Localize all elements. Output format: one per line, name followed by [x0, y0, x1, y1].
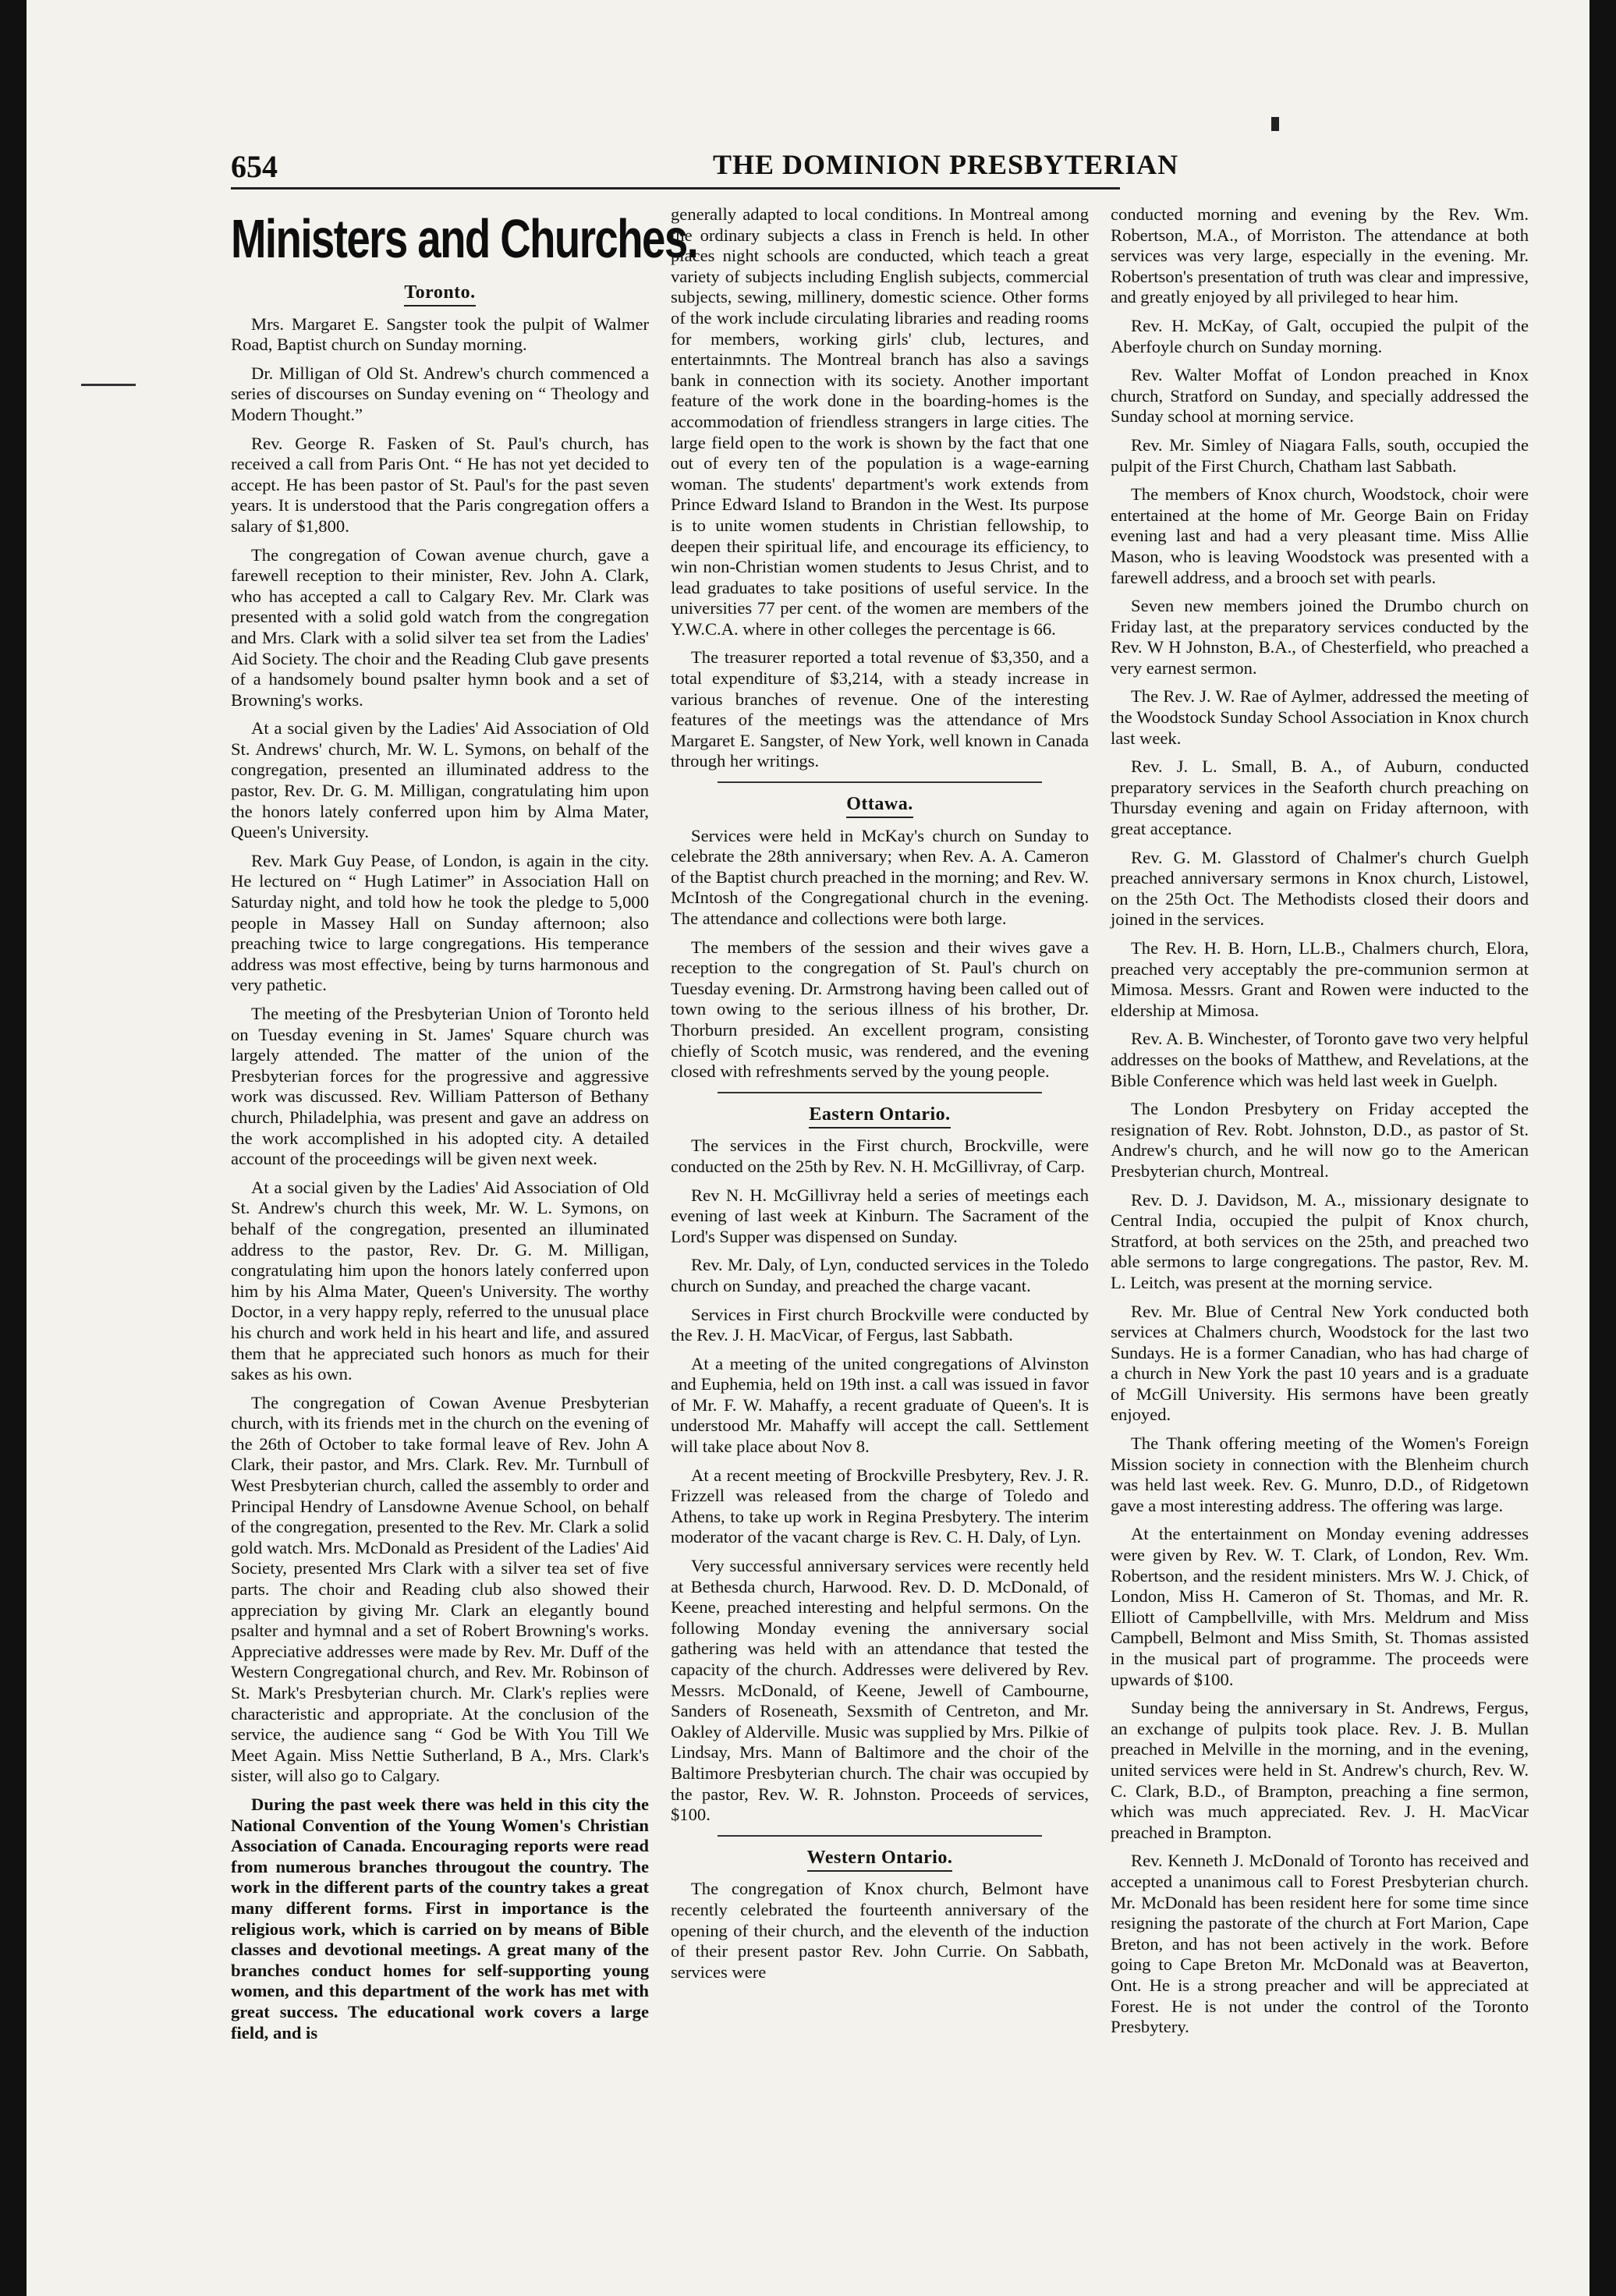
- column-3: [1111, 204, 1529, 2046]
- article-paragraph: Rev. Kenneth J. McDonald of Toronto has received and accepted a unanimous call to Forest Presbyterian church. Mr. McDonald has been resident here for some time since resigning the pastorate of the church at Fort Marion, Cape Breton, and has not been actively in the work. Before going to Cape Breton Mr. McDonald was at Beaverton, Ont. He is a strong preacher and will be appreciated at Forest. He is not under the control of the Toronto Presbytery.: [1111, 1851, 1529, 2037]
- article-paragraph: conducted morning and evening by the Rev. Wm. Robertson, M.A., of Morriston. The attendance at both services was very large, especially in the evening. Mr. Robertson's presentation of truth was clear and impressive, and greatly enjoyed by all privileged to hear him.: [1111, 204, 1529, 307]
- article-paragraph: The London Presbytery on Friday accepted the resignation of Rev. Robt. Johnston, D.D., as pastor of St. Andrew's church, and he will now go to the American Presbyterian church, Montreal.: [1111, 1099, 1529, 1181]
- article-paragraph: Rev. J. L. Small, B. A., of Auburn, conducted preparatory services in the Seaforth church preaching on Thursday evening and again on Friday afternoon, with great acceptance.: [1111, 756, 1529, 839]
- article-paragraph: generally adapted to local conditions. In Montreal among the ordinary subjects a class in French is held. In other places night schools are conducted, which teach a great variety of subjects including English subjects, commercial subjects, sewing, millinery, domestic science. Other forms of the work include circulating libraries and reading rooms for members, working girls' club, lectures, and entertainmnts. The Montreal branch has also a savings bank in connection with its society. Another important feature of the work done in the boarding-homes is the accommodation of friendless strangers in large cities. The large field open to the work is shown by the fact that one out of every ten of the population is a wage-earning woman. The students' department's work extends from Prince Edward Island to Brandon in the West. Its purpose is to unite women students in Christian fellowship, to deepen their spiritual life, and encourage its efficiency, to win non-Christian women students to Jesus Christ, and to lead graduates to take positions of useful service. In the universities 77 per cent. of the women are members of the Y.W.C.A. where in other colleges the percentage is 66.: [671, 204, 1089, 639]
- article-paragraph: Services were held in McKay's church on Sunday to celebrate the 28th anniversary; when Rev. A. A. Cameron of the Baptist church preached in the morning; and Rev. W. McIntosh of the Congregational church in the evening. The attendance and collections were both large.: [671, 825, 1089, 928]
- section-heading-ottawa: Ottawa.: [671, 794, 1089, 815]
- article-paragraph: Mrs. Margaret E. Sangster took the pulpit of Walmer Road, Baptist church on Sunday morning.: [231, 314, 649, 355]
- article-paragraph: The congregation of Cowan avenue church, gave a farewell reception to their minister, Rev. John A. Clark, who has accepted a call to Calgary Rev. Mr. Clark was presented with a solid gold watch from the congregation and Mrs. Clark with a solid silver tea set from the Ladies' Aid Society. The choir and the Reading Club gave presents of a handsomely bound psalter hymn book and a set of Browning's works.: [231, 544, 649, 710]
- column-2: [671, 204, 1089, 1990]
- article-paragraph: At a social given by the Ladies' Aid Association of Old St. Andrews' church, Mr. W. L. Symons, on behalf of the congregation, presented an illuminated address to the pastor, Rev. Dr. G. M. Milligan, congratulating him upon the honors lately conferred upon him by Alma Mater, Queen's University.: [231, 718, 649, 842]
- page-number: 654: [231, 149, 278, 184]
- article-paragraph: The Thank offering meeting of the Women's Foreign Mission society in connection with the Blenheim church was held last week. Rev. G. Munro, D.D., of Ridgetown gave a most interesting address. The offering was large.: [1111, 1433, 1529, 1515]
- article-paragraph: Rev. A. B. Winchester, of Toronto gave two very helpful addresses on the books of Matthew, and Revelations, at the Bible Conference which was held last week in Guelph.: [1111, 1029, 1529, 1090]
- article-paragraph: Services in First church Brockville were conducted by the Rev. J. H. MacVicar, of Fergus, last Sabbath.: [671, 1304, 1089, 1345]
- article-paragraph: The treasurer reported a total revenue of $3,350, and a total expenditure of $3,214, with a steady increase in various branches of revenue. One of the interesting features of the meetings was the attendance of Mrs Margaret E. Sangster, of New York, well known in Canada through her writings.: [671, 647, 1089, 771]
- article-paragraph: At the entertainment on Monday evening addresses were given by Rev. W. T. Clark, of London, Rev. Wm. Robertson, and the resident ministers. Mrs W. J. Chick, of London, Miss H. Cameron of St. Thomas, and Mr. R. Elliott of Campbellville, with Mrs. Meldrum and Miss Campbell, Belmont and Miss Smith, St. Thomas assisted in the musical part of programme. The proceeds were upwards of $100.: [1111, 1524, 1529, 1689]
- article-paragraph: Rev. Mark Guy Pease, of London, is again in the city. He lectured on “ Hugh Latimer” in Association Hall on Saturday night, and told how he took the pledge to 5,000 people in Massey Hall on Sunday afternoon; also preaching twice to large congregations. His temperance address was most effective, being by turns harmonous and very pathetic.: [231, 850, 649, 995]
- article-paragraph: Sunday being the anniversary in St. Andrews, Fergus, an exchange of pulpits took place. Rev. J. B. Mullan preached in Melville in the morning, and in the evening, united services were held in St. Andrew's church, Rev. W. C. Clark, B.D., of Brampton, preaching a fine sermon, which was much appreciated. Rev. J. H. MacVicar preached in Brampton.: [1111, 1698, 1529, 1842]
- ink-mark: [1271, 117, 1279, 131]
- article-paragraph: At a social given by the Ladies' Aid Association of Old St. Andrew's church this week, Mr. W. L. Symons, on behalf of the congregation, presented an illuminated address to the pastor, Rev. Dr. G. M. Milligan, congratulating him upon the honors lately conferred upon him by his Alma Mater, Queen's University. The worthy Doctor, in a very happy reply, referred to the unusual place his church and work held in his heart and life, and assured them that he appreciated such honors as much for their sakes as his own.: [231, 1177, 649, 1384]
- header-rule: [231, 187, 1120, 190]
- article-paragraph: The Rev. H. B. Horn, LL.B., Chalmers church, Elora, preached very acceptably the pre-communion sermon at Mimosa. Messrs. Grant and Rowen were inducted to the eldership at Mimosa.: [1111, 938, 1529, 1020]
- section-divider: [718, 1835, 1042, 1837]
- article-paragraph: The members of Knox church, Woodstock, choir were entertained at the home of Mr. George Bain on Friday evening last and had a very pleasant time. Miss Allie Mason, who is leaving Woodstock was presented with a farewell address, and a brooch set with pearls.: [1111, 484, 1529, 587]
- article-paragraph: The congregation of Knox church, Belmont have recently celebrated the fourteenth anniversary of the opening of their church, and the eleventh of the induction of their present pastor Rev. John Currie. On Sabbath, services were: [671, 1879, 1089, 1982]
- section-heading-eastern-ontario: Eastern Ontario.: [671, 1104, 1089, 1125]
- article-paragraph: The members of the session and their wives gave a reception to the congregation of St. Paul's church on Tuesday evening. Dr. Armstrong having been called out of town owing to the serious illness of his brother, Dr. Thorburn presided. An excellent program, consisting chiefly of Scotch music, was rendered, and the evening closed with refreshments served by the young people.: [671, 937, 1089, 1082]
- column-1: [231, 204, 698, 2051]
- article-paragraph: Rev. Mr. Daly, of Lyn, conducted services in the Toledo church on Sunday, and preached the charge vacant.: [671, 1255, 1089, 1295]
- article-paragraph: Rev. D. J. Davidson, M. A., missionary designate to Central India, occupied the pulpit of Knox church, Stratford, at both services on the 25th, and preached two able sermons to large congregations. The pastor, Rev. M. L. Leitch, was present at the morning service.: [1111, 1189, 1529, 1292]
- article-paragraph: During the past week there was held in this city the National Convention of the Young Women's Christian Association of Canada. Encouraging reports were read from numerous branches througout the country. The work in the different parts of the country takes a great many different forms. First in importance is the religious work, which is carried on by means of Bible classes and devotional meetings. A great many of the branches conduct homes for self-supporting young women, and this department of the work has met with great success. The educational work covers a large field, and is: [231, 1794, 649, 2043]
- article-paragraph: Rev. Mr. Blue of Central New York conducted both services at Chalmers church, Woodstock for the last two Sundays. He is a former Canadian, who has had charge of a church in New York the past 10 years and is a graduate of McGill University. His sermons have been greatly enjoyed.: [1111, 1301, 1529, 1425]
- section-heading-toronto: Toronto.: [231, 282, 649, 303]
- article-paragraph: Very successful anniversary services were recently held at Bethesda church, Harwood. Rev. D. D. McDonald, of Keene, preached interesting and helpful sermons. On the following Monday evening the anniversary social gathering was held with an attendance that tested the capacity of the church. Addresses were delivered by Rev. Messrs. McDonald, of Keene, Jewell of Cambourne, Sanders of Roseneath, Sexsmith of Centreton, and Mr. Oakley of Alderville. Music was supplied by Mrs. Pilkie of Lindsay, Mrs. Mann of Baltimore and the choir of the Baltimore Presbyterian church. The chair was occupied by the pastor, Rev. W. R. Johnston. Proceeds of services, $100.: [671, 1556, 1089, 1825]
- article-paragraph: At a recent meeting of Brockville Presbytery, Rev. J. R. Frizzell was released from the charge of Toledo and Athens, to take up work in Regina Presbytery. The interim moderator of the vacant charge is Rev. C. H. Daly, of Lyn.: [671, 1465, 1089, 1547]
- article-paragraph: Rev. Walter Moffat of London preached in Knox church, Stratford on Sunday, and specially addressed the Sunday school at morning service.: [1111, 365, 1529, 427]
- section-divider: [718, 781, 1042, 783]
- article-paragraph: The meeting of the Presbyterian Union of Toronto held on Tuesday evening in St. James' Square church was largely attended. The matter of the union of the Presbyterian forces for the progressive and aggressive work was discussed. Rev. William Patterson of Bethany church, Philadelphia, was present and gave an address on the work accomplished in his adopted city. A detailed account of the proceedings will be given next week.: [231, 1004, 649, 1169]
- margin-mark: [81, 384, 136, 386]
- article-paragraph: Seven new members joined the Drumbo church on Friday last, at the preparatory services conducted by the Rev. W H Johnston, B.A., of Chesterfield, who preached a very earnest sermon.: [1111, 596, 1529, 678]
- masthead-title: Ministers and Churches.: [231, 208, 698, 269]
- section-heading-western-ontario: Western Ontario.: [671, 1848, 1089, 1869]
- article-paragraph: The congregation of Cowan Avenue Presbyterian church, with its friends met in the church on the evening of the 26th of October to take formal leave of Rev. John A Clark, their pastor, and Mrs. Clark. Rev. Mr. Turnbull of West Presbyterian church, called the assembly to order and Principal Hendry of Lansdowne Avenue School, on behalf of the congregation, presented to the Rev. Mr. Clark a solid gold watch. Mrs. McDonald as President of the Ladies' Aid Society, presented Mrs Clark with a silver tea set of five parts. The choir and Reading club also showed their appreciation by giving Mr. Clark an elegantly bound psalter and hymnal and a set of Robert Browning's works. Appreciative addresses were made by Rev. Mr. Duff of the Western Congregational church, and Rev. Mr. Robinson of St. Mark's Presbyterian church. Mr. Clark's replies were characteristic and appropriate. At the conclusion of the service, the audience sang “ God be With You Till We Meet Again. Miss Nettie Sutherland, B A., Mrs. Clark's sister, will also go to Calgary.: [231, 1392, 649, 1786]
- article-paragraph: Rev. G. M. Glasstord of Chalmer's church Guelph preached anniversary sermons in Knox church, Listowel, on the 25th Oct. The Methodists closed their doors and joined in the services.: [1111, 847, 1529, 930]
- article-paragraph: Dr. Milligan of Old St. Andrew's church commenced a series of discourses on Sunday evening on “ Theology and Modern Thought.”: [231, 363, 649, 424]
- article-paragraph: Rev. Mr. Simley of Niagara Falls, south, occupied the pulpit of the First Church, Chatham last Sabbath.: [1111, 434, 1529, 476]
- running-head: THE DOMINION PRESBYTERIAN: [713, 149, 1179, 180]
- article-paragraph: Rev. George R. Fasken of St. Paul's church, has received a call from Paris Ont. “ He has not yet decided to accept. He has been pastor of St. Paul's for the past seven years. It is understood that the Paris congregation offers a salary of $1,800.: [231, 433, 649, 536]
- article-paragraph: Rev. H. McKay, of Galt, occupied the pulpit of the Aberfoyle church on Sunday morning.: [1111, 315, 1529, 356]
- article-paragraph: Rev N. H. McGillivray held a series of meetings each evening of last week at Kinburn. The Sacrament of the Lord's Supper was dispensed on Sunday.: [671, 1185, 1089, 1246]
- article-paragraph: At a meeting of the united congregations of Alvinston and Euphemia, held on 19th inst. a call was issued in favor of Mr. F. W. Mahaffy, a recent graduate of Queen's. It is understood Mr. Mahaffy will accept the call. Settlement will take place about Nov 8.: [671, 1353, 1089, 1457]
- article-paragraph: The services in the First church, Brockville, were conducted on the 25th by Rev. N. H. McGillivray, of Carp.: [671, 1136, 1089, 1176]
- section-divider: [718, 1092, 1042, 1093]
- article-paragraph: The Rev. J. W. Rae of Aylmer, addressed the meeting of the Woodstock Sunday School Association in Knox church last week.: [1111, 686, 1529, 748]
